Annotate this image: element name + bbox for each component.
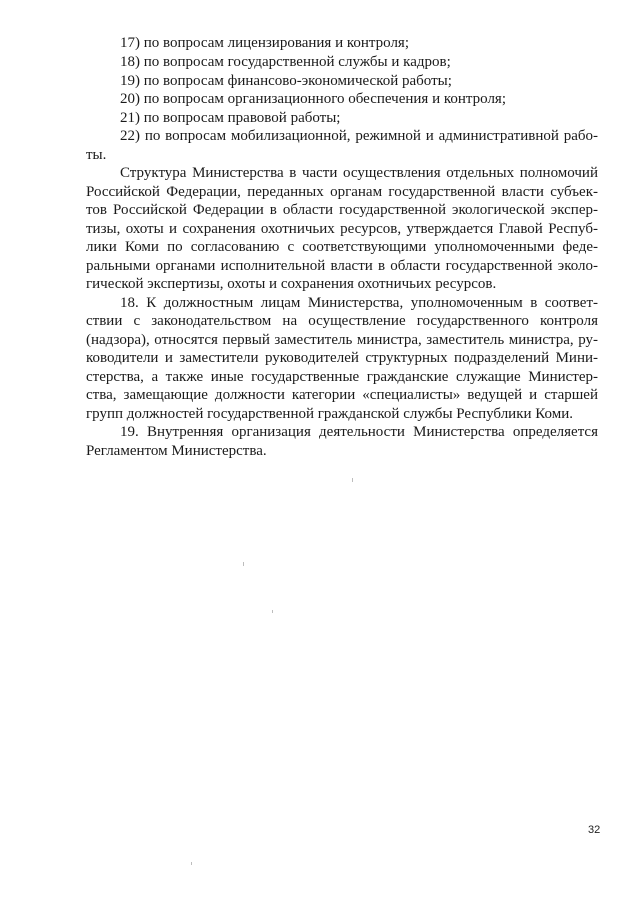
paragraph-line: тов Российской Федерации в области государственной экологической экспер- — [86, 202, 598, 218]
list-item: 17) по вопросам лицензирования и контроля; — [120, 35, 409, 51]
paragraph-line: гической экспертизы, охоты и сохранения охотничьих ресурсов. — [86, 276, 497, 292]
paragraph-line: Российской Федерации, переданных органам государственной власти субъек- — [86, 184, 598, 200]
list-item: 21) по вопросам правовой работы; — [120, 110, 341, 126]
paragraph-line: групп должностей государственной гражданской службы Республики Коми. — [86, 406, 574, 422]
paragraph-line: лики Коми по согласованию с соответствующими уполномоченными феде- — [86, 239, 598, 255]
paragraph-line: ральными органами исполнительной власти в области государственной эколо- — [86, 258, 598, 274]
list-item-continuation: ты. — [86, 147, 107, 163]
scan-speck — [191, 862, 192, 865]
scan-speck — [243, 562, 244, 566]
list-item: 19) по вопросам финансово-экономической работы; — [120, 73, 452, 89]
list-item: 18) по вопросам государственной службы и кадров; — [120, 54, 451, 70]
paragraph-line: Регламентом Министерства. — [86, 443, 267, 459]
page-number: 32 — [588, 824, 601, 836]
paragraph-line: 18. К должностным лицам Министерства, уполномоченным в соответ- — [120, 295, 598, 311]
paragraph-line: стерства, а также иные государственные гражданские служащие Министер- — [86, 369, 598, 385]
scan-speck — [272, 610, 273, 613]
paragraph-line: ководители и заместители руководителей структурных подразделений Мини- — [86, 350, 598, 366]
scan-speck — [352, 478, 353, 482]
paragraph-line: ствии с законодательством на осуществление государственного контроля — [86, 313, 598, 329]
list-item: 20) по вопросам организационного обеспечения и контроля; — [120, 91, 506, 107]
paragraph-line: 19. Внутренняя организация деятельности Министерства определяется — [120, 424, 598, 440]
paragraph-line: ства, замещающие должности категории «специалисты» ведущей и старшей — [86, 387, 598, 403]
paragraph-line: Структура Министерства в части осуществления отдельных полномочий — [120, 165, 598, 181]
list-item: 22) по вопросам мобилизационной, режимной и административной рабо- — [120, 128, 598, 144]
paragraph-line: тизы, охоты и сохранения охотничьих ресурсов, утверждается Главой Респуб- — [86, 221, 598, 237]
paragraph-line: (надзора), относятся первый заместитель министра, заместитель министра, ру- — [86, 332, 598, 348]
